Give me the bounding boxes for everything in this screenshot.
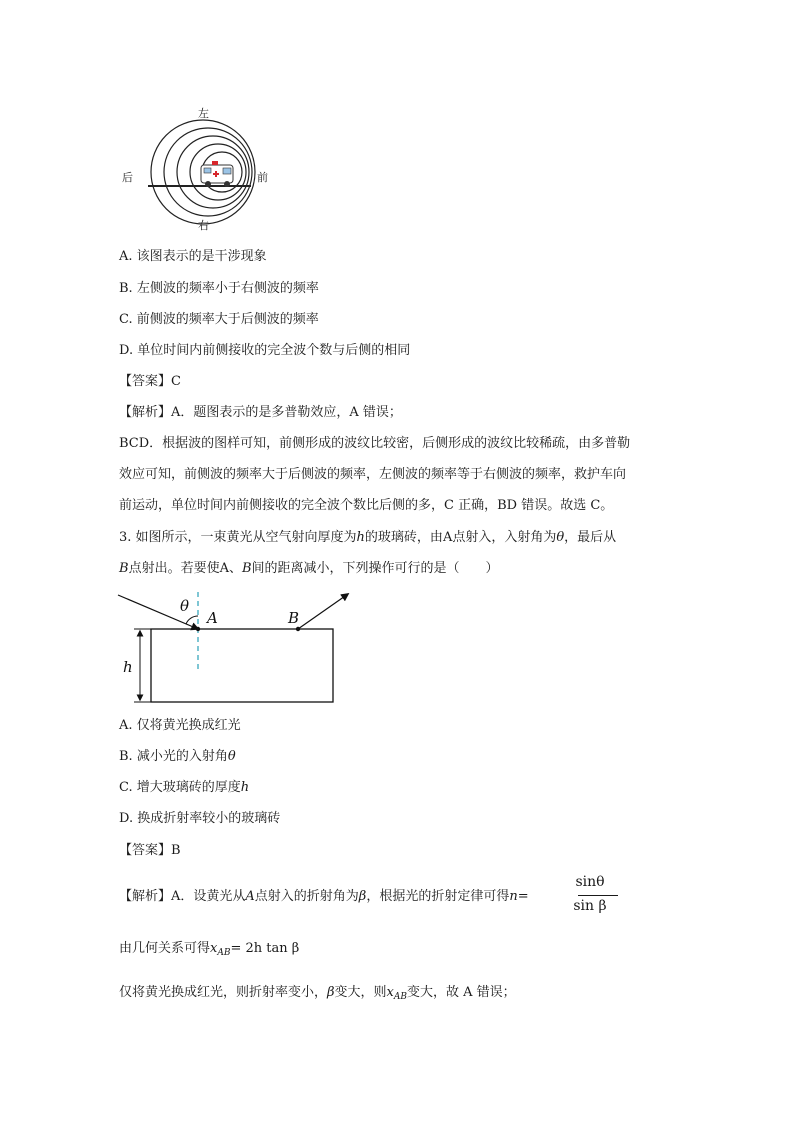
emergent-ray (298, 594, 348, 629)
q2-answer: 【答案】C (119, 374, 181, 389)
label-right: 右 (198, 219, 209, 232)
point-a-label: A (207, 609, 218, 627)
label-left: 左 (198, 107, 209, 120)
q3-answer: 【答案】B (119, 843, 181, 858)
q2-option-a: A. 该图表示的是干涉现象 (119, 249, 267, 264)
q2-analysis-line-1: 【解析】A．题图表示的是多普勒效应，A 错误； (119, 405, 402, 420)
point-a-dot (196, 627, 200, 631)
q2-option-d: D. 单位时间内前侧接收的完全波个数与后侧的相同 (119, 343, 411, 358)
glass-block (151, 629, 333, 702)
fraction-denominator: sin β (573, 898, 607, 914)
glass-block-figure (110, 590, 360, 708)
refraction-law-fraction (560, 874, 620, 920)
q3-analysis-line-1: 【解析】A．设黄光从A点射入的折射角为β，根据光的折射定律可得n= (119, 889, 529, 904)
q2-analysis-line-3: 效应可知，前侧波的频率大于后侧波的频率，左侧波的频率等于右侧波的频率，救护车向 (119, 467, 627, 482)
q2-option-b: B. 左侧波的频率小于右侧波的频率 (119, 281, 319, 296)
angle-arc (186, 616, 198, 624)
point-b-dot (296, 627, 300, 631)
q2-analysis-line-2: BCD．根据波的图样可知，前侧形成的波纹比较密，后侧形成的波纹比较稀疏，由多普勒 (119, 436, 631, 451)
theta-label: θ (180, 597, 190, 615)
q3-option-a: A. 仅将黄光换成红光 (119, 718, 241, 733)
label-front: 前 (257, 171, 268, 184)
q2-analysis-line-4: 前运动，单位时间内前侧接收的完全波个数比后侧的多，C 正确，BD 错误。故选 C。 (119, 498, 614, 513)
doppler-wave-figure (115, 100, 285, 235)
point-b-label: B (288, 609, 300, 627)
q3-option-b: B. 减小光的入射角θ (119, 749, 236, 764)
ambulance-icon (201, 161, 233, 187)
q3-option-c: C. 增大玻璃砖的厚度h (119, 780, 250, 795)
height-label: h (123, 658, 133, 676)
q3-analysis-line-2: 由几何关系可得$x_{AB}= 2h$ tan β (119, 941, 300, 958)
q3-stem-line-2: B点射出。若要使A、B间的距离减小，下列操作可行的是（ ） (119, 561, 499, 576)
q3-stem-line-1: 3. 如图所示，一束黄光从空气射向厚度为h的玻璃砖，由A点射入，入射角为θ，最后从 (119, 530, 617, 545)
label-back: 后 (122, 171, 133, 184)
q3-analysis-line-3: 仅将黄光换成红光，则折射率变小，β变大，则$x_{AB}$变大，故 A 错误； (119, 985, 516, 1002)
q3-option-d: D. 换成折射率较小的玻璃砖 (119, 811, 281, 826)
fraction-numerator: sinθ (575, 874, 605, 890)
q2-option-c: C. 前侧波的频率大于后侧波的频率 (119, 312, 319, 327)
fraction-bar (578, 895, 618, 896)
